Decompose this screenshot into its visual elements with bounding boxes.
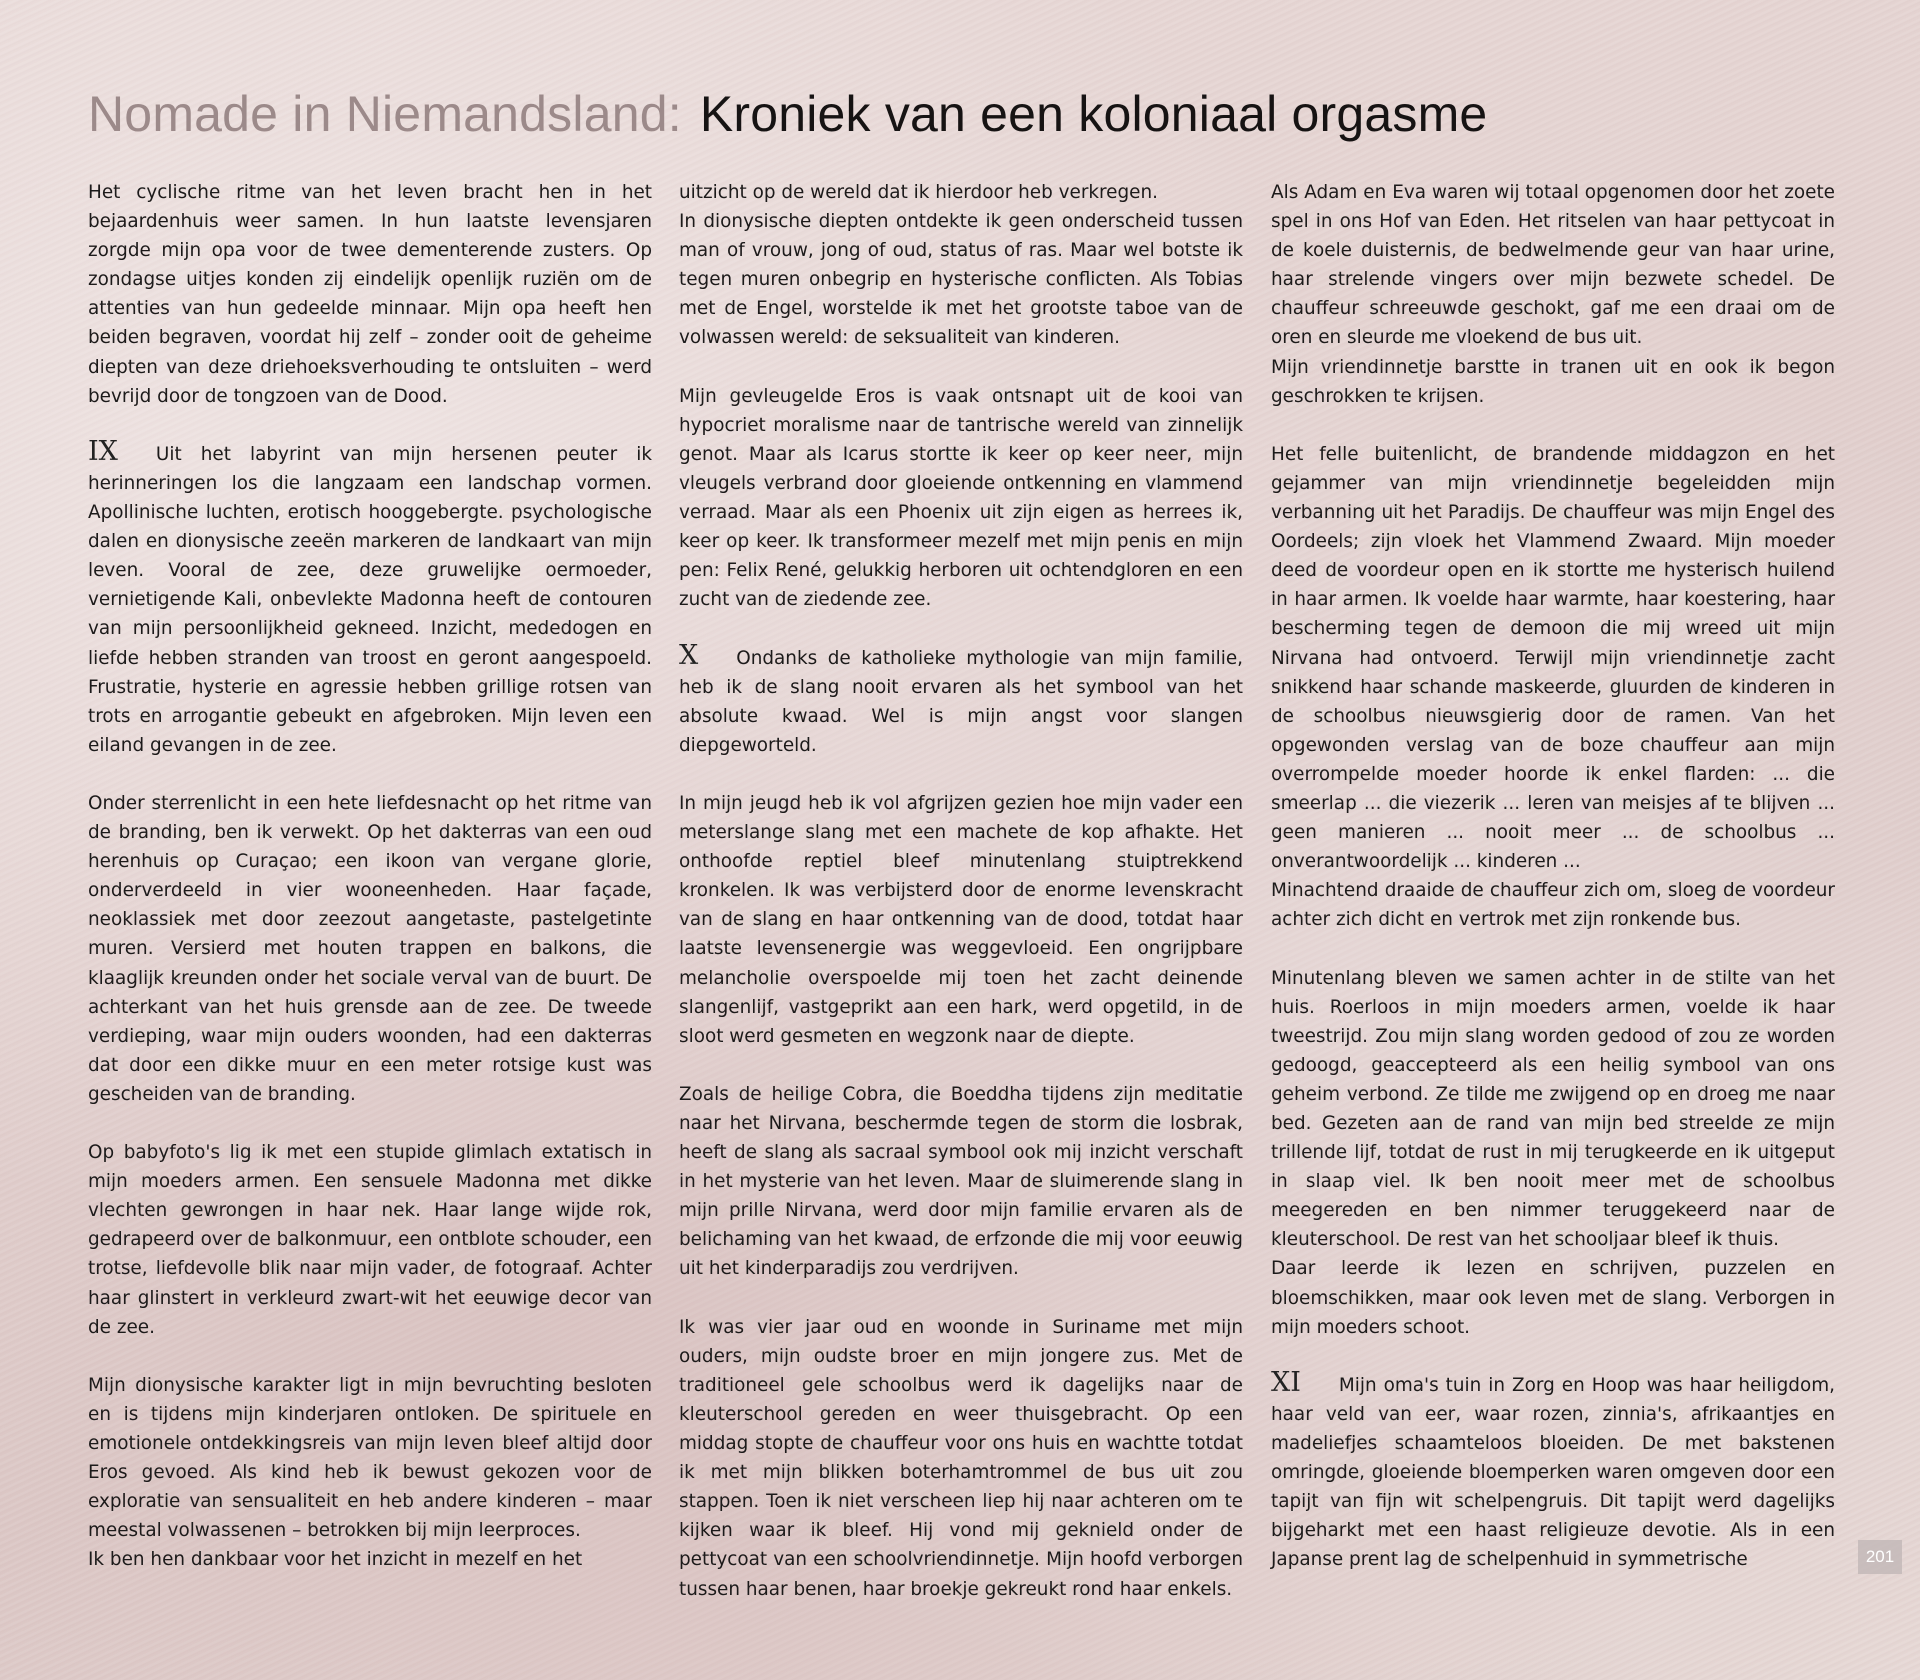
title-part2: Kroniek van een koloniaal orgasme <box>699 86 1488 142</box>
paragraph: In mijn jeugd heb ik vol afgrijzen gezien hoe mijn vader een meterslange slang met een machete de kop afhakte. Het onthoofde reptiel bleef minutenlang stuiptrekkend kronkelen. Ik was verbijsterd door de enorme levenskracht van de slang en haar ontkenning van de dood, totdat haar laatste levensenergie was weggevloeid. Een ongrijpbare melancholie overspoelde mij toen het zacht deinende slangenlijf, vastgeprikt aan een hark, werd opgetild, in de sloot werd gesmeten en wegzonk naar de diepte. <box>679 792 1243 1047</box>
paragraph: Ik ben hen dankbaar voor het inzicht in mezelf en het <box>88 1549 583 1571</box>
page-title <box>88 84 1828 144</box>
paragraph: Zoals de heilige Cobra, die Boeddha tijdens zijn meditatie naar het Nirvana, beschermde tegen de storm die losbrak, heeft de slang als sacraal symbool ook mij inzicht verschaft in het mysterie van het leven. Maar de sluimerende slang in mijn prille Nirvana, werd door mijn familie ervaren als de belichaming van het kwaad, de erfzonde die mij voor eeuwig uit het kinderparadijs zou verdrijven. <box>679 1083 1243 1280</box>
paragraph: Mijn gevleugelde Eros is vaak ontsnapt uit de kooi van hypocriet moralisme naar de tantrische wereld van zinnelijk genot. Maar als Icarus stortte ik keer op keer neer, mijn vleugels verbrand door gloeiende ontkenning en vlammend verraad. Maar als een Phoenix uit zijn eigen as herrees ik, keer op keer. Ik transformeer mezelf met mijn penis en mijn pen: Felix René, gelukkig herboren uit ochtendgloren en een zucht van de ziedende zee. <box>679 385 1243 611</box>
section-numeral: X <box>679 639 699 671</box>
title-part1: Nomade in Niemandsland: <box>88 86 682 142</box>
paragraph-text: Ondanks de katholieke mythologie van mijn familie, heb ik de slang nooit ervaren als het symbool van het absolute kwaad. Wel is mijn angst voor slangen diepgeworteld. <box>679 647 1243 756</box>
paragraph: Ik was vier jaar oud en woonde in Suriname met mijn ouders, mijn oudste broer en mijn jongere zus. Met de traditioneel gele schoolbus werd ik dagelijks naar de kleuterschool gereden en weer thuisgebracht. Op een middag stopte de chauffeur voor ons huis en wachtte totdat ik met mijn blikken boterhamtrommel de bus uit zou stappen. Toen ik niet verscheen liep hij naar achteren om te kijken waar ik bleef. Hij vond mij geknield onder de pettycoat van een schoolvriendinnetje. Mijn hoofd verborgen tussen haar benen, haar broekje gekreukt rond haar enkels. <box>679 1316 1243 1600</box>
paragraph: Het felle buitenlicht, de brandende middagzon en het gejammer van mijn vriendinnetje begeleidden mijn verbanning uit het Paradijs. De chauffeur was mijn Engel des Oordeels; zijn vloek het Vlammend Zwaard. Mijn moeder deed de voordeur open en ik stortte me hysterisch huilend in haar armen. Ik voelde haar warmte, haar koestering, haar bescherming tegen de demoon die mij wreed uit mijn Nirvana had ontvoerd. Terwijl mijn vriendinnetje zacht snikkend haar schande maskeerde, gluurden de kinderen in de schoolbus nieuwsgierig door de ramen. Van het opgewonden verslag van de boze chauffeur aan mijn overrompelde moeder hoorde ik enkel flarden: ... die smeerlap ... die viezerik ... leren van meisjes af te blijven ... geen manieren ... nooit meer ... de schoolbus ... onverantwoordelijk ... kinderen ... <box>1271 443 1835 873</box>
paragraph: Minutenlang bleven we samen achter in de stilte van het huis. Roerloos in mijn moeders armen, voelde ik haar tweestrijd. Zou mijn slang worden gedood of zou ze worden gedoogd, geaccepteerd als een heilig symbool van ons geheim verbond. Ze tilde me zwijgend op en droeg me naar bed. Gezeten aan de rand van mijn bed streelde ze mijn trillende lijf, totdat de rust in mij terugkeerde en ik uitgeput in slaap viel. Ik ben nooit meer met de schoolbus meegereden en ben nimmer teruggekeerd naar de kleuterschool. De rest van het schooljaar bleef ik thuis. <box>1271 967 1835 1251</box>
text-column-1 <box>88 178 652 1575</box>
paragraph <box>1271 1366 1835 1575</box>
paragraph: Op babyfoto's lig ik met een stupide glimlach extatisch in mijn moeders armen. Een sensuele Madonna met dikke vlechten gewrongen in haar nek. Haar lange wijde rok, gedrapeerd over de balkonmuur, een ontblote schouder, een trotse, liefdevolle blik naar mijn vader, de fotograaf. Achter haar glinstert in verkleurd zwart-wit het eeuwige decor van de zee. <box>88 1142 652 1338</box>
paragraph: Mijn vriendinnetje barstte in tranen uit en ook ik begon geschrokken te krijsen. <box>1271 356 1835 407</box>
paragraph: uitzicht op de wereld dat ik hierdoor heb verkregen. <box>679 182 1158 203</box>
page-number: 201 <box>1858 1540 1902 1574</box>
paragraph: Daar leerde ik lezen en schrijven, puzzelen en bloemschikken, maar ook leven met de slang. Verborgen in mijn moeders schoot. <box>1271 1258 1835 1338</box>
paragraph: Onder sterrenlicht in een hete liefdesnacht op het ritme van de branding, ben ik verwekt. Op het dakterras van een oud herenhuis op Curaçao; een ikoon van vergane glorie, onderverdeeld in vier wooneenheden. Haar façade, neoklassiek met door zeezout aangetaste, pastelgetinte muren. Versierd met houten trappen en balkons, die klaaglijk kreunden onder het sociale verval van de buurt. De achterkant van het huis grensde aan de zee. De tweede verdieping, waar mijn ouders woonden, had een dakterras dat door een dikke muur en een meter rotsige kust was gescheiden van de branding. <box>88 792 652 1105</box>
paragraph: In dionysische diepten ontdekte ik geen onderscheid tussen man of vrouw, jong of oud, status of ras. Maar wel botste ik tegen muren onbegrip en hysterische conflicten. Als Tobias met de Engel, worstelde ik met het grootste taboe van de volwassen wereld: de seksualiteit van kinderen. <box>679 211 1243 349</box>
section-numeral: XI <box>1271 1366 1301 1398</box>
paragraph <box>679 639 1243 760</box>
section-numeral: IX <box>88 435 118 467</box>
paragraph-text: Uit het labyrint van mijn hersenen peuter ik herinneringen los die langzaam een landschap vormen. Apollinische luchten, erotisch hooggebergte. psychologische dalen en dionysische zeeën markeren de landkaart van mijn leven. Vooral de zee, deze gruwelijke oermoeder, vernietigende Kali, onbevlekte Madonna heeft de contouren van mijn persoonlijkheid gekneed. Inzicht, mededogen en liefde hebben stranden van troost en geront aangespoeld. Frustratie, hysterie en agressie hebben grillige rotsen van trots en arrogantie gebeukt en afgebroken. Mijn leven een eiland gevangen in de zee. <box>88 443 652 756</box>
paragraph <box>88 435 652 760</box>
paragraph: Het cyclische ritme van het leven bracht hen in het bejaardenhuis weer samen. In hun laatste levensjaren zorgde mijn opa voor de twee dementerende zusters. Op zondagse uitjes konden zij eindelijk openlijk ruziën om de attenties van hun gedeelde minnaar. Mijn opa heeft hen beiden begraven, voordat hij zelf – zonder ooit de geheime diepten van deze driehoeksverhouding te ontsluiten – werd bevrijd door de tongzoen van de Dood. <box>88 182 652 407</box>
paragraph: Minachtend draaide de chauffeur zich om, sloeg de voordeur achter zich dicht en vertrok met zijn ronkende bus. <box>1271 880 1835 931</box>
text-column-2 <box>679 178 1243 1604</box>
paragraph-text: Mijn oma's tuin in Zorg en Hoop was haar heiligdom, haar veld van eer, waar rozen, zinnia's, afrikaantjes en madeliefjes schaamteloos bloeiden. De met bakstenen omringde, gloeiende bloemperken waren omgeven door een tapijt van fijn wit schelpengruis. Dit tapijt werd dagelijks bijgeharkt met een haast religieuze devotie. Als in een Japanse prent lag de schelpenhuid in symmetrische <box>1271 1374 1835 1571</box>
text-column-3 <box>1271 178 1835 1575</box>
paragraph: Als Adam en Eva waren wij totaal opgenomen door het zoete spel in ons Hof van Eden. Het ritselen van haar pettycoat in de koele duisternis, de bedwelmende geur van haar urine, haar strelende vingers over mijn bezwete schedel. De chauffeur schreeuwde geschokt, gaf me een draai om de oren en sleurde me vloekend de bus uit. <box>1271 182 1835 349</box>
paragraph: Mijn dionysische karakter ligt in mijn bevruchting besloten en is tijdens mijn kinderjaren ontloken. De spirituele en emotionele ontdekkingsreis van mijn leven bleef altijd door Eros gevoed. Als kind heb ik bewust gekozen voor de exploratie van sensualiteit en heb andere kinderen – maar meestal volwassenen – betrokken bij mijn leerproces. <box>88 1374 652 1542</box>
